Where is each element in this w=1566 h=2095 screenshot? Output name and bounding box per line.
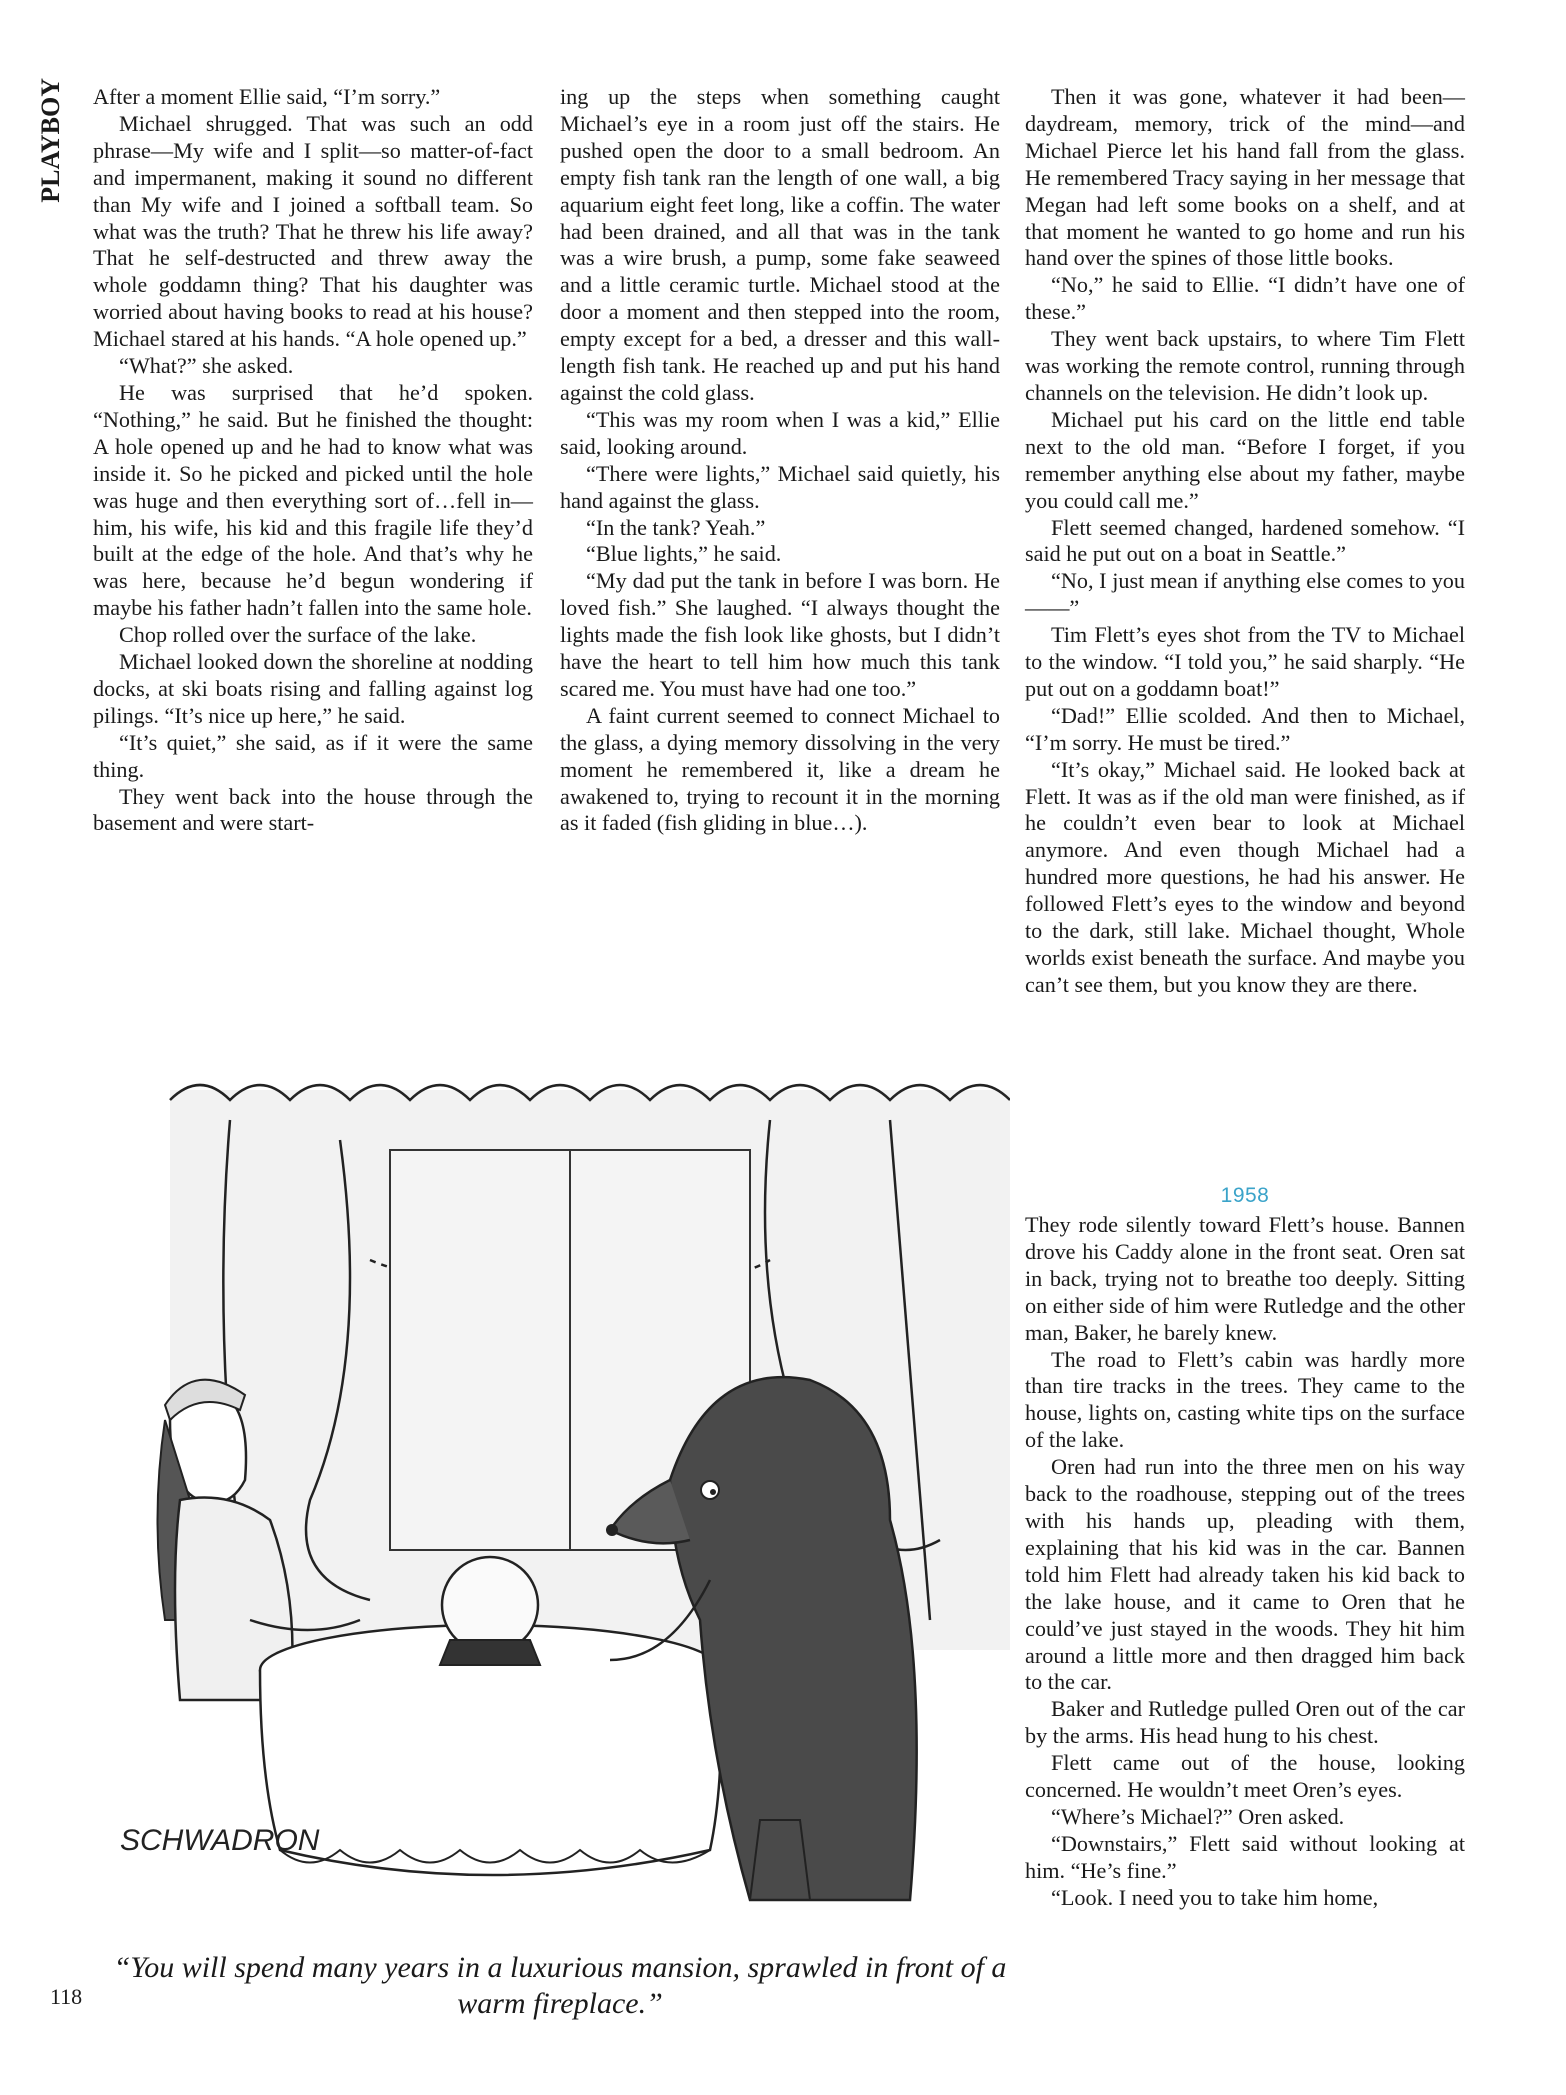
paragraph: “Where’s Michael?” Oren asked. [1051, 1803, 1345, 1829]
paragraph: Oren had run into the three men on his way back to the roadhouse, stepping out of the trees with his hands up, pleading with them, explaining that his kid was in the car. Bannen told him Flett had already taken his kid back to the lake house, and it came to Oren that he could’ve just stayed in the woods. They hit him around a little more and then dragged him back to the car. [1025, 1454, 1465, 1695]
paragraph: “No,” he said to Ellie. “I didn’t have one of these.” [1025, 272, 1465, 325]
paragraph: He was surprised that he’d spoken. “Nothing,” he said. But he finished the thought: A hole opened up and he had to know what was inside it. So he picked and picked until the hole was huge and then everything sort of…fell in—him, his wife, his kid and this fragile life they’d built at the edge of the hole. And that’s why he was here, because he’d begun wondering if maybe his father hadn’t fallen into the same hole. [93, 379, 533, 621]
paragraph: ing up the steps when something caught Michael’s eye in a room just off the stairs. He pushed open the door to a small bedroom. An empty fish tank ran the length of one wall, a big aquarium eight feet long, like a coffin. The water had been drained, and all that was in the tank was a wire brush, a pump, some fake seaweed and a little ceramic turtle. Michael stood at the door a moment and then stepped into the room, empty except for a bed, a dresser and this wall-length fish tank. He reached up and put his hand against the cold glass. [560, 84, 1000, 405]
paragraph: “Downstairs,” Flett said without looking at him. “He’s fine.” [1025, 1830, 1465, 1883]
paragraph: They went back into the house through the basement and were start- [93, 783, 533, 836]
paragraph: The road to Flett’s cabin was hardly more than tire tracks in the trees. They came to the house, lights on, casting white tips on the surface of the lake. [1025, 1346, 1465, 1453]
paragraph: After a moment Ellie said, “I’m sorry.” [93, 84, 441, 109]
paragraph: Flett came out of the house, looking concerned. He wouldn’t meet Oren’s eyes. [1025, 1750, 1465, 1803]
paragraph: “It’s okay,” Michael said. He looked back at Flett. It was as if the old man were finished, as if he couldn’t even bear to look at Michael anymore. And even though Michael had a hundred more questions, he had his answer. He followed Flett’s eyes to the window and beyond to the dark, still lake. Michael thought, Whole worlds exist beneath the surface. And maybe you can’t see them, but you know they are there. [1025, 756, 1465, 997]
paragraph: Michael shrugged. That was such an odd phrase—My wife and I split—so matter-of-fact and impermanent, making it sound no different than My wife and I joined a softball team. So what was the truth? That he threw his life away? That he self-destructed and threw away the whole goddamn thing? That his daughter was worried about having books to read at his house? Michael stared at his hands. “A hole opened up.” [93, 110, 533, 352]
paragraph: “In the tank? Yeah.” [586, 514, 766, 540]
paragraph: Flett seemed changed, hardened somehow. “I said he put out on a boat in Seattle.” [1025, 514, 1465, 567]
paragraph: “Blue lights,” he said. [586, 541, 782, 567]
paragraph: “Look. I need you to take him home, [1051, 1884, 1379, 1910]
paragraph: They rode silently toward Flett’s house. Bannen drove his Caddy alone in the front seat. Oren sat in back, trying not to breathe too deeply. Sitting on either side of him were Rutledge and the other man, Baker, he barely knew. [1025, 1212, 1465, 1345]
page-number: 118 [50, 1984, 83, 2009]
magazine-sidebar-label: PLAYBOY [36, 78, 65, 203]
article-column-1 [93, 84, 533, 837]
paragraph: “No, I just mean if anything else comes to you——” [1025, 568, 1465, 621]
paragraph: Chop rolled over the surface of the lake. [119, 622, 477, 648]
cartoon-caption: “You will spend many years in a luxurious mansion, sprawled in front of a warm fireplace.” [113, 1951, 1007, 2020]
paragraph: Michael put his card on the little end table next to the old man. “Before I forget, if you remember anything else about my father, maybe you could call me.” [1025, 406, 1465, 513]
paragraph: “It’s quiet,” she said, as if it were the same thing. [93, 729, 533, 782]
paragraph: “This was my room when I was a kid,” Ellie said, looking around. [560, 406, 1000, 459]
article-column-3-continued [1025, 1212, 1465, 1912]
paragraph: “My dad put the tank in before I was born. He loved fish.” She laughed. “I always thought the lights made the fish look like ghosts, but I didn’t have the heart to tell him how much this tank scared me. You must have had one too.” [560, 568, 1000, 701]
article-column-3 [1025, 84, 1465, 999]
cartoon-illustration [110, 1060, 1010, 1940]
paragraph: “What?” she asked. [119, 353, 294, 379]
crystal-ball [440, 1557, 540, 1665]
paragraph: Then it was gone, whatever it had been—daydream, memory, trick of the mind—and Michael Pierce let his hand fall from the glass. He remembered Tracy saying in her message that Megan had left some books on a shelf, and at that moment he wanted to go home and run his hand over the spines of those little books. [1025, 84, 1465, 271]
section-year-heading: 1958 [1220, 1184, 1270, 1207]
paragraph: They went back upstairs, to where Tim Flett was working the remote control, running through channels on the television. He didn’t look up. [1025, 326, 1465, 405]
paragraph: “There were lights,” Michael said quietly, his hand against the glass. [560, 460, 1000, 513]
cartoon-signature: SCHWADRON [120, 1824, 320, 1857]
article-column-2 [560, 84, 1000, 837]
paragraph: Michael looked down the shoreline at nodding docks, at ski boats rising and falling against log pilings. “It’s nice up here,” he said. [93, 649, 533, 728]
paragraph: A faint current seemed to connect Michael to the glass, a dying memory dissolving in the very moment he remembered it, like a dream he awakened to, trying to recount it in the morning as it faded (fish gliding in blue…). [560, 702, 1000, 836]
paragraph: Tim Flett’s eyes shot from the TV to Michael to the window. “I told you,” he said sharply. “He put out on a goddamn boat!” [1025, 622, 1465, 701]
paragraph: Baker and Rutledge pulled Oren out of the car by the arms. His head hung to his chest. [1025, 1696, 1465, 1749]
paragraph: “Dad!” Ellie scolded. And then to Michael, “I’m sorry. He must be tired.” [1025, 702, 1465, 755]
